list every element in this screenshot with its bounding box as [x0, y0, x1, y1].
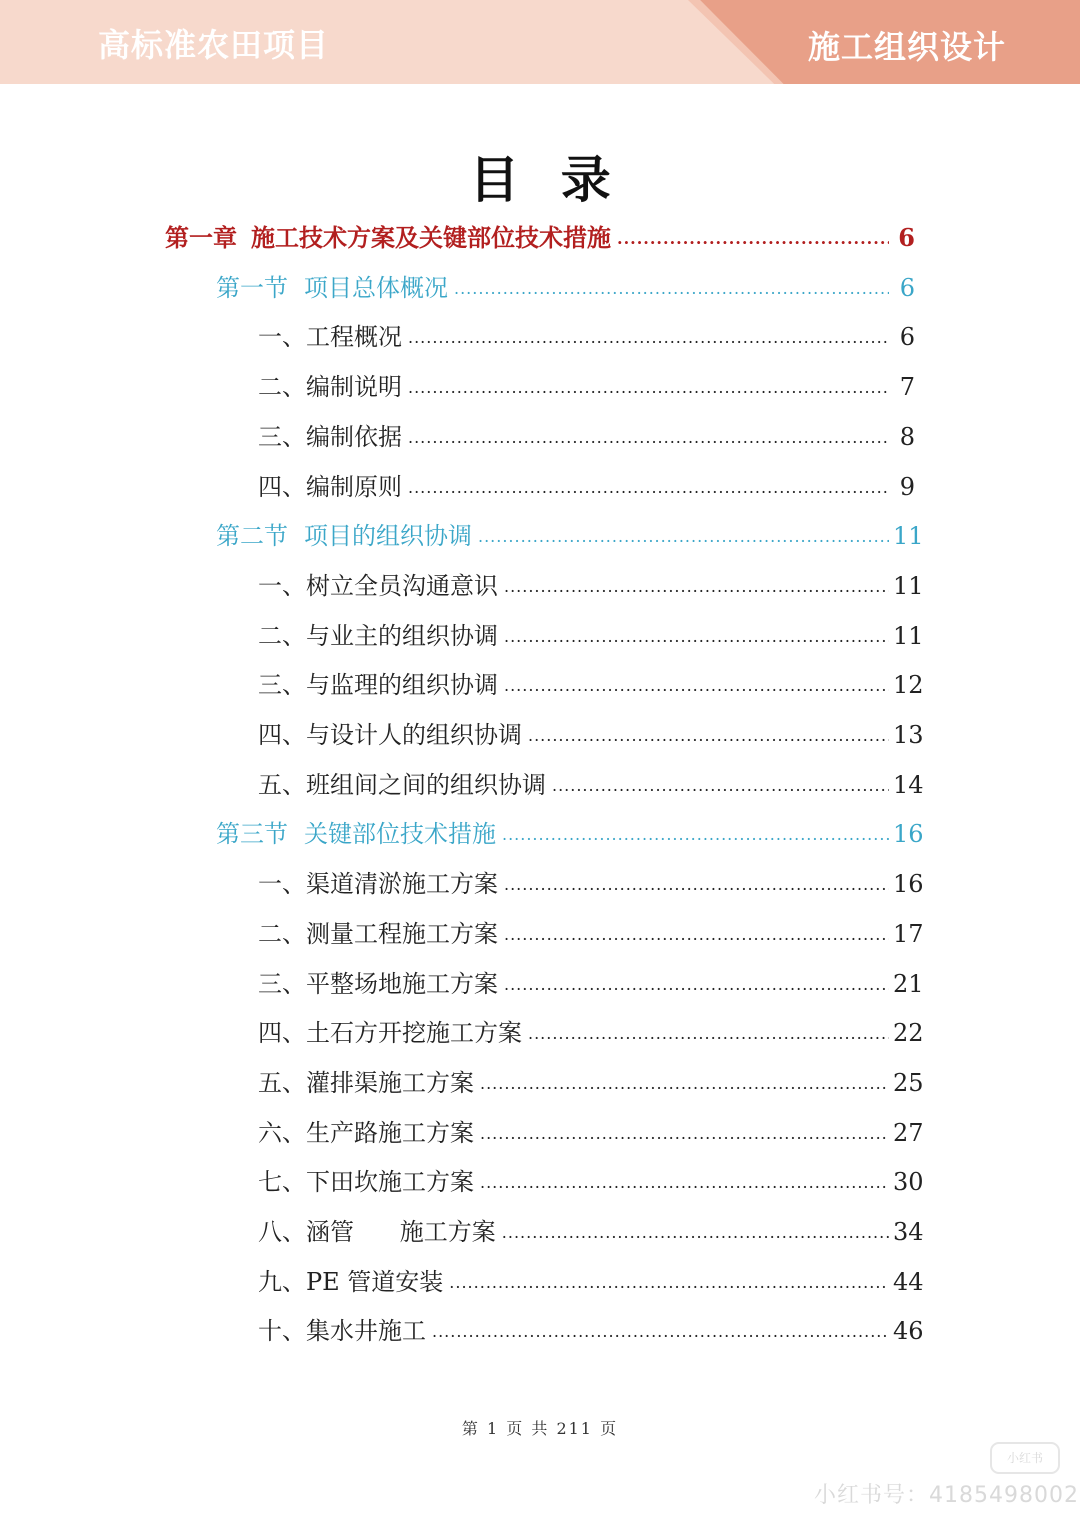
toc-entry-page-number: 17 [893, 920, 924, 948]
toc-entry-number: 二、 [258, 622, 306, 650]
toc-entry-page-number: 8 [899, 423, 915, 451]
toc-entry-page-number: 16 [893, 870, 924, 898]
toc-entry-item[interactable] [258, 1162, 924, 1202]
toc-entry-number: 三、 [258, 671, 306, 699]
toc-dot-leader [408, 418, 889, 458]
toc-entry-title: 工程概况 [306, 323, 402, 351]
toc-entry-number: 四、 [258, 473, 306, 501]
toc-entry-title: 项目的组织协调 [304, 522, 472, 550]
toc-entry-page-number: 22 [893, 1019, 924, 1047]
project-name: 高标准农田项目 [98, 26, 330, 64]
toc-entry-page-number: 14 [893, 771, 924, 799]
toc-entry-page-number: 11 [893, 622, 924, 650]
toc-entry-number: 九、 [258, 1268, 306, 1296]
toc-dot-leader [504, 865, 889, 905]
toc-entry-title: 施工技术方案及关键部位技术措施 [251, 223, 611, 252]
toc-entry-title: 平整场地施工方案 [306, 970, 498, 998]
toc-entry-number: 第一章 [165, 223, 237, 252]
toc-entry-number: 第一节 [216, 274, 288, 302]
toc-dot-leader [617, 219, 889, 259]
toc-dot-leader [552, 766, 889, 806]
toc-entry-item[interactable] [258, 765, 924, 805]
toc-dot-leader [504, 965, 889, 1005]
toc-dot-leader [478, 517, 889, 557]
toc-entry-title: 生产路施工方案 [306, 1119, 474, 1147]
toc-dot-leader [454, 269, 889, 309]
toc-entry-page-number: 11 [893, 522, 924, 550]
toc-entry-number: 二、 [258, 373, 306, 401]
toc-entry-page-number: 34 [893, 1218, 924, 1246]
toc-entry-title: 下田坎施工方案 [306, 1168, 474, 1196]
toc-dot-leader [504, 666, 889, 706]
toc-entry-title: 编制依据 [306, 423, 402, 451]
toc-entry-title: 班组间之间的组织协调 [306, 771, 546, 799]
document-type: 施工组织设计 [808, 28, 1007, 66]
toc-dot-leader [480, 1114, 889, 1154]
toc-entry-title: 关键部位技术措施 [304, 820, 496, 848]
toc-entry-number: 三、 [258, 970, 306, 998]
toc-entry-item[interactable] [258, 1113, 924, 1153]
toc-entry-number: 三、 [258, 423, 306, 451]
toc-dot-leader [504, 915, 889, 955]
toc-entry-number: 十、 [258, 1317, 306, 1345]
toc-entry-title: 集水井施工 [306, 1317, 426, 1345]
toc-entry-title: 与监理的组织协调 [306, 671, 498, 699]
toc-entry-item[interactable] [258, 914, 924, 954]
toc-entry-page-number: 6 [898, 223, 915, 252]
toc-entry-section[interactable] [216, 814, 924, 854]
toc-entry-item[interactable] [258, 964, 924, 1004]
toc-entry-number: 四、 [258, 721, 306, 749]
toc-entry-page-number: 27 [893, 1119, 924, 1147]
toc-dot-leader [408, 468, 889, 508]
toc-entry-number: 四、 [258, 1019, 306, 1047]
toc-entry-title: 编制原则 [306, 473, 402, 501]
toc-entry-item[interactable] [258, 1013, 924, 1053]
toc-entry-page-number: 12 [893, 671, 924, 699]
toc-entry-number: 一、 [258, 572, 306, 600]
toc-entry-title: 土石方开挖施工方案 [306, 1019, 522, 1047]
toc-entry-title: 测量工程施工方案 [306, 920, 498, 948]
toc-entry-item[interactable] [258, 616, 924, 656]
toc-entry-item[interactable] [258, 864, 924, 904]
toc-entry-title: 项目总体概况 [304, 274, 448, 302]
toc-entry-title: 树立全员沟通意识 [306, 572, 498, 600]
toc-entry-page-number: 9 [899, 473, 915, 501]
toc-dot-leader [408, 318, 889, 358]
toc-entry-item[interactable] [258, 1063, 924, 1103]
toc-dot-leader [504, 617, 889, 657]
toc-dot-leader [449, 1263, 889, 1303]
toc-entry-title: 与业主的组织协调 [306, 622, 498, 650]
toc-entry-number: 五、 [258, 771, 306, 799]
toc-entry-page-number: 21 [893, 970, 924, 998]
toc-entry-number: 五、 [258, 1069, 306, 1097]
toc-entry-page-number: 11 [893, 572, 924, 600]
toc-entry-page-number: 46 [893, 1317, 924, 1345]
toc-dot-leader [502, 815, 889, 855]
toc-entry-title: 涵管 施工方案 [306, 1218, 496, 1246]
toc-title: 目 录 [469, 150, 623, 209]
toc-entry-item[interactable] [258, 665, 924, 705]
toc-entry-section[interactable] [216, 516, 924, 556]
toc-entry-title: 灌排渠施工方案 [306, 1069, 474, 1097]
toc-entry-page-number: 16 [893, 820, 924, 848]
toc-dot-leader [504, 567, 889, 607]
watermark-logo: 小红书 [990, 1442, 1060, 1474]
toc-entry-item[interactable] [258, 715, 924, 755]
toc-entry-page-number: 6 [899, 274, 915, 302]
toc-entry-chapter[interactable] [165, 218, 915, 258]
toc-entry-section[interactable] [216, 268, 915, 308]
toc-entry-number: 六、 [258, 1119, 306, 1147]
toc-entry-item[interactable] [258, 566, 924, 606]
toc-dot-leader [502, 1213, 889, 1253]
toc-entry-item[interactable] [258, 367, 915, 407]
toc-dot-leader [528, 1014, 889, 1054]
toc-entry-item[interactable] [258, 1311, 924, 1351]
toc-dot-leader [480, 1064, 889, 1104]
toc-dot-leader [528, 716, 889, 756]
toc-entry-page-number: 44 [893, 1268, 924, 1296]
toc-entry-item[interactable] [258, 1262, 924, 1302]
toc-entry-title: 与设计人的组织协调 [306, 721, 522, 749]
watermark-text: 小红书号：4185498002 [814, 1483, 1079, 1508]
toc-entry-number: 第二节 [216, 522, 288, 550]
toc-entry-item[interactable] [258, 417, 915, 457]
page-header [0, 0, 1080, 84]
toc-entry-page-number: 30 [893, 1168, 924, 1196]
toc-entry-number: 二、 [258, 920, 306, 948]
toc-entry-page-number: 25 [893, 1069, 924, 1097]
toc-entry-page-number: 6 [899, 323, 915, 351]
toc-entry-title: 编制说明 [306, 373, 402, 401]
toc-entry-title: PE 管道安装 [306, 1268, 444, 1296]
toc-dot-leader [408, 368, 889, 408]
toc-dot-leader [432, 1312, 889, 1352]
toc-entry-item[interactable] [258, 1212, 924, 1252]
toc-entry-number: 一、 [258, 323, 306, 351]
toc-dot-leader [480, 1163, 889, 1203]
toc-entry-number: 八、 [258, 1218, 306, 1246]
toc-entry-number: 七、 [258, 1168, 306, 1196]
toc-entry-page-number: 13 [893, 721, 924, 749]
toc-entry-number: 一、 [258, 870, 306, 898]
toc-entry-item[interactable] [258, 467, 915, 507]
toc-entry-page-number: 7 [899, 373, 915, 401]
toc-entry-item[interactable] [258, 317, 915, 357]
toc-entry-number: 第三节 [216, 820, 288, 848]
page-footer: 第 1 页 共 211 页 [461, 1419, 619, 1438]
toc-entry-title: 渠道清淤施工方案 [306, 870, 498, 898]
